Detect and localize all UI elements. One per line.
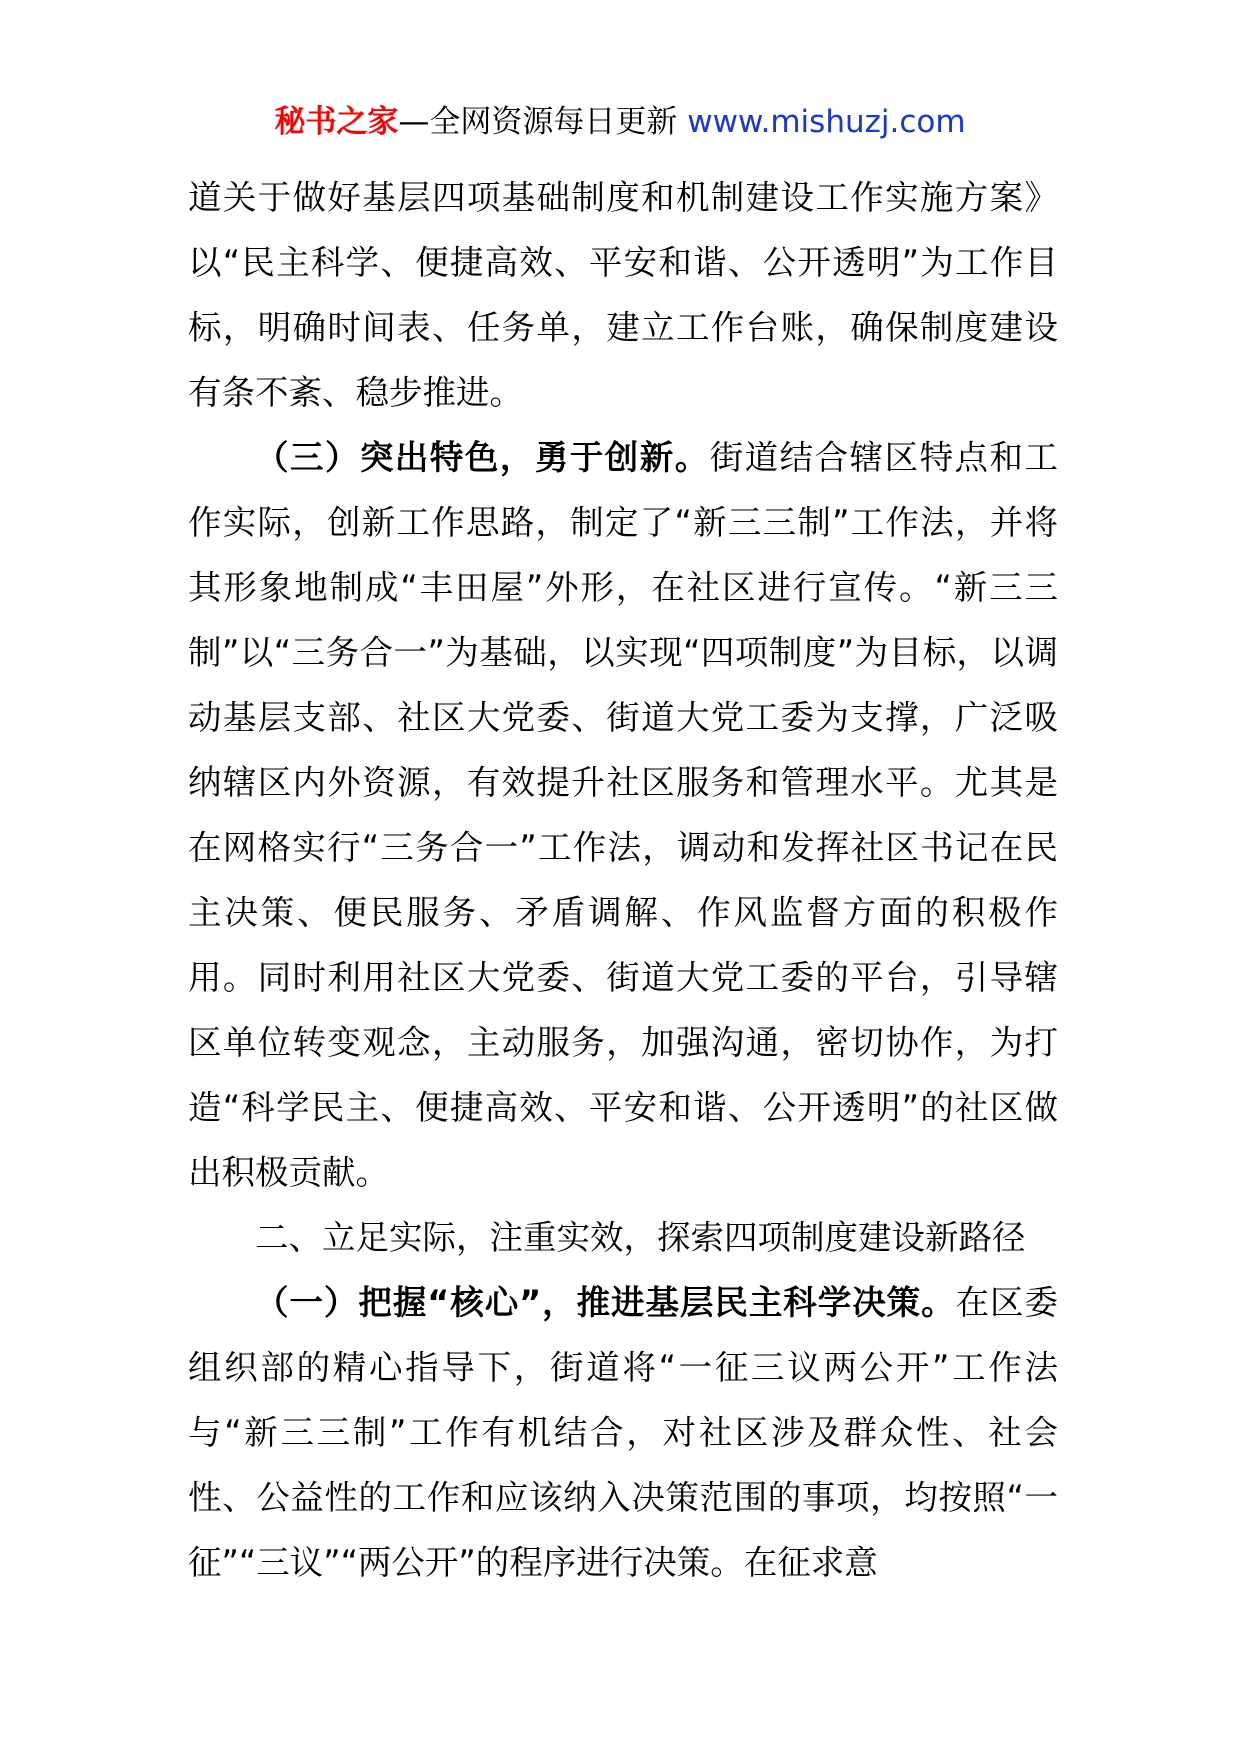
paragraph-2 <box>188 425 1058 1205</box>
paragraph-2-text: 街道结合辖区特点和工作实际，创新工作思路，制定了“新三三制”工作法，并将其形象地制成“丰田屋”外形，在社区进行宣传。“新三三制”以“三务合一”为基础，以实现“四项制度”为目标，以调动基层支部、社区大党委、街道大党工委为支撑，广泛吸纳辖区内外资源，有效提升社区服务和管理水平。尤其是在网格实行“三务合一”工作法，调动和发挥社区书记在民主决策、便民服务、矛盾调解、作风监督方面的积极作用。同时利用社区大党委、街道大党工委的平台，引导辖区单位转变观念，主动服务，加强沟通，密切协作，为打造“科学民主、便捷高效、平安和谐、公开透明”的社区做出积极贡献。 <box>188 438 1059 1192</box>
paragraph-4-text: 在区委组织部的精心指导下，街道将“一征三议两公开”工作法与“新三三制”工作有机结合，对社区涉及群众性、社会性、公益性的工作和应该纳入决策范围的事项，均按照“一征”“三议”“两公开”的程序进行决策。在征求意 <box>188 1283 1058 1582</box>
paragraph-4 <box>188 1270 1058 1595</box>
paragraph-2-heading: （三）突出特色，勇于创新。 <box>255 438 710 477</box>
header-brand: 秘书之家 <box>274 104 399 140</box>
paragraph-4-heading: （一）把握“核心”，推进基层民主科学决策。 <box>255 1283 956 1322</box>
header-url-link[interactable]: www.mishuzj.com <box>687 104 966 140</box>
section-heading-2 <box>188 1205 1058 1270</box>
section-heading-2-text: 二、立足实际，注重实效，探索四项制度建设新路径 <box>255 1218 1026 1257</box>
document-body <box>188 165 1058 1595</box>
paragraph-1 <box>188 165 1058 425</box>
paragraph-1-text: 道关于做好基层四项基础制度和机制建设工作实施方案》以“民主科学、便捷高效、平安和谐、公开透明”为工作目标，明确时间表、任务单，建立工作台账，确保制度建设有条不紊、稳步推进。 <box>188 178 1058 412</box>
page-header <box>0 100 1240 144</box>
header-tagline: —全网资源每日更新 <box>398 104 688 140</box>
